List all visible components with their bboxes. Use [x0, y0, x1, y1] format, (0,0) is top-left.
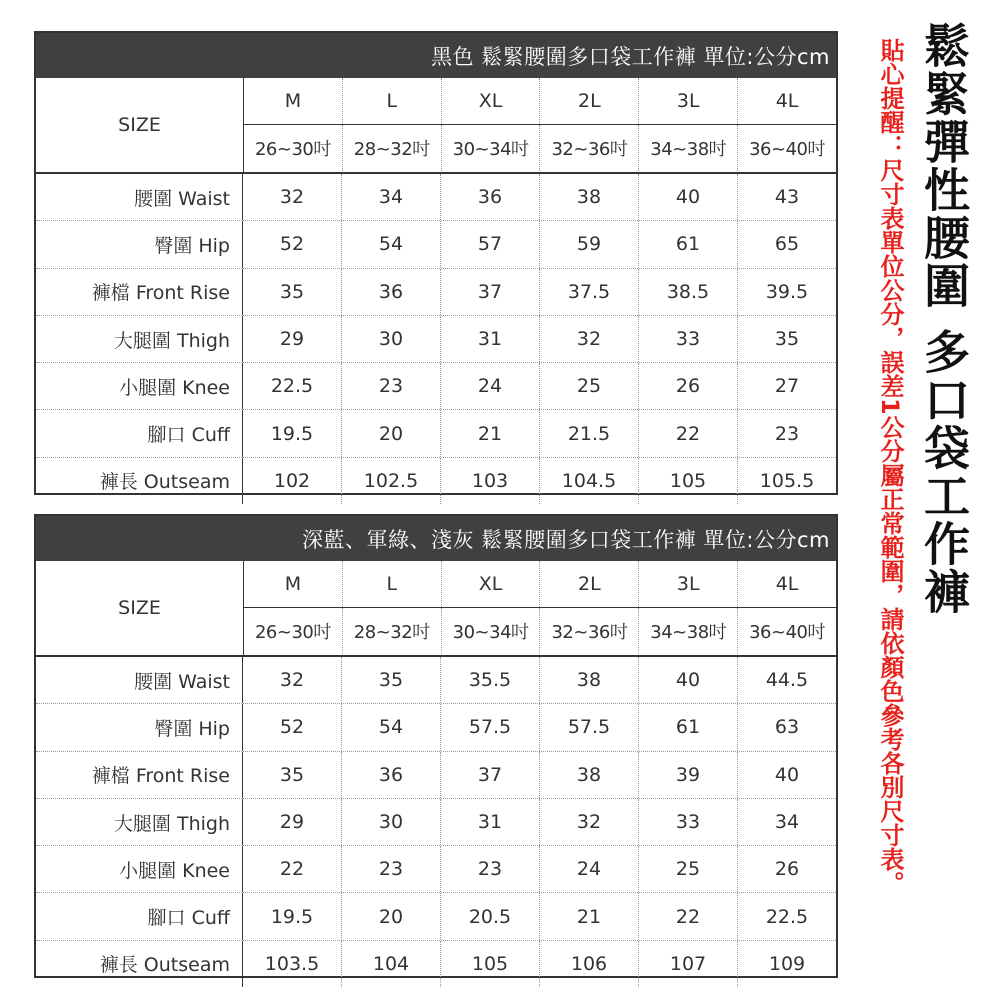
value-cell: 52 [243, 221, 342, 267]
table-row [36, 363, 836, 410]
value-cell: 22.5 [765, 905, 809, 928]
value-cell: 35.5 [441, 657, 540, 703]
waist-range-cell: 28~32吋 [343, 608, 442, 654]
value-cell: 22 [243, 846, 342, 892]
value-cell: 37.5 [540, 269, 639, 315]
size-table-black [34, 31, 838, 495]
value-cell: 54 [342, 221, 441, 267]
value-cell: 22.5 [243, 363, 342, 409]
table-row [36, 410, 836, 457]
value-cell: 23 [342, 846, 441, 892]
size-cell: XL [442, 78, 541, 124]
value-cell: 105 [441, 941, 540, 987]
value-cell: 25 [540, 363, 639, 409]
table-row [36, 221, 836, 268]
size-cell: M [244, 561, 343, 607]
size-cell: 2L [540, 561, 639, 607]
value-cell: 43 [774, 186, 800, 209]
row-label: 腰圍 Waist [36, 174, 243, 220]
value-cell: 32 [540, 799, 639, 845]
row-label: 大腿圍 Thigh [36, 799, 243, 845]
row-values [243, 316, 836, 362]
row-label: 腰圍 Waist [36, 657, 243, 703]
row-values [243, 363, 836, 409]
value-cell: 24 [540, 846, 639, 892]
row-values [243, 174, 836, 220]
value-cell: 40 [774, 763, 800, 786]
value-cell: 23 [441, 846, 540, 892]
row-label: 臀圍 Hip [36, 704, 243, 750]
value-cell: 44.5 [765, 669, 809, 692]
size-cell: L [343, 78, 442, 124]
value-cell: 105 [639, 458, 738, 504]
value-cell: 35 [243, 752, 342, 798]
value-cell: 20 [342, 410, 441, 456]
value-cell: 25 [639, 846, 738, 892]
value-cell: 52 [243, 704, 342, 750]
side-note: 貼心提醒：尺寸表單位公分，誤差1公分屬正常範圍，請依顏色參考各別尺寸表。 [876, 38, 904, 895]
table-title: 黑色 鬆緊腰圍多口袋工作褲 單位:公分cm [36, 33, 836, 78]
value-cell: 33 [639, 799, 738, 845]
value-cell: 35 [774, 328, 800, 351]
value-cell: 34 [342, 174, 441, 220]
value-cell: 102.5 [342, 458, 441, 504]
row-label: 褲檔 Front Rise [36, 752, 243, 798]
row-values [243, 657, 836, 703]
value-cell: 31 [441, 799, 540, 845]
table-title: 深藍、軍綠、淺灰 鬆緊腰圍多口袋工作褲 單位:公分cm [36, 516, 836, 561]
value-cell: 29 [243, 316, 342, 362]
size-cell: 4L [775, 90, 799, 112]
value-cell: 39.5 [765, 280, 809, 303]
value-cell: 104 [342, 941, 441, 987]
row-values [243, 799, 836, 845]
value-cell: 29 [243, 799, 342, 845]
value-cell: 23 [342, 363, 441, 409]
waist-range-cell: 28~32吋 [343, 125, 442, 171]
value-cell: 107 [639, 941, 738, 987]
waist-range-cell: 32~36吋 [540, 125, 639, 171]
value-cell: 61 [639, 704, 738, 750]
row-values [243, 410, 836, 456]
size-row [244, 561, 836, 608]
value-cell: 22 [639, 893, 738, 939]
size-row [244, 78, 836, 125]
value-cell: 57.5 [540, 704, 639, 750]
value-cell: 21 [441, 410, 540, 456]
row-label: 臀圍 Hip [36, 221, 243, 267]
value-cell: 26 [774, 858, 800, 881]
value-cell: 32 [540, 316, 639, 362]
value-cell: 54 [342, 704, 441, 750]
value-cell: 22 [639, 410, 738, 456]
value-cell: 36 [342, 752, 441, 798]
value-cell: 36 [441, 174, 540, 220]
waist-range-cell: 36~40吋 [749, 622, 825, 643]
value-cell: 20 [342, 893, 441, 939]
row-values [243, 221, 836, 267]
row-label: 褲長 Outseam [36, 458, 243, 504]
size-cell: 3L [639, 561, 738, 607]
table-header [36, 561, 836, 657]
table-row [36, 174, 836, 221]
value-cell: 103.5 [243, 941, 342, 987]
waist-range-cell: 30~34吋 [442, 608, 541, 654]
value-cell: 61 [639, 221, 738, 267]
row-values [243, 941, 836, 987]
value-cell: 35 [243, 269, 342, 315]
value-cell: 104.5 [540, 458, 639, 504]
size-cell: 2L [540, 78, 639, 124]
waist-range-cell: 32~36吋 [540, 608, 639, 654]
row-values [243, 269, 836, 315]
table-row [36, 846, 836, 893]
value-cell: 31 [441, 316, 540, 362]
value-cell: 32 [243, 657, 342, 703]
value-cell: 32 [243, 174, 342, 220]
size-label: SIZE [36, 78, 244, 172]
value-cell: 38 [540, 657, 639, 703]
size-cell: 3L [639, 78, 738, 124]
value-cell: 37 [441, 269, 540, 315]
value-cell: 59 [540, 221, 639, 267]
size-cell: L [343, 561, 442, 607]
value-cell: 21.5 [540, 410, 639, 456]
row-values [243, 752, 836, 798]
row-label: 腳口 Cuff [36, 410, 243, 456]
size-table-navy-green-grey [34, 514, 838, 978]
waist-range-row [244, 608, 836, 654]
value-cell: 38 [540, 752, 639, 798]
waist-range-cell: 36~40吋 [749, 139, 825, 160]
value-cell: 38.5 [639, 269, 738, 315]
size-label: SIZE [36, 561, 244, 655]
waist-range-cell: 26~30吋 [244, 125, 343, 171]
value-cell: 38 [540, 174, 639, 220]
value-cell: 30 [342, 316, 441, 362]
table-row [36, 799, 836, 846]
row-values [243, 846, 836, 892]
value-cell: 23 [774, 422, 800, 445]
table-row [36, 316, 836, 363]
waist-range-cell: 34~38吋 [639, 125, 738, 171]
table-row [36, 893, 836, 940]
value-cell: 39 [639, 752, 738, 798]
value-cell: 21 [540, 893, 639, 939]
size-cell: 4L [775, 573, 799, 595]
row-label: 大腿圍 Thigh [36, 316, 243, 362]
row-label: 褲長 Outseam [36, 941, 243, 987]
side-title: 鬆緊彈性腰圍 多口袋工作褲 [917, 22, 971, 617]
value-cell: 20.5 [441, 893, 540, 939]
row-label: 腳口 Cuff [36, 893, 243, 939]
table-row [36, 458, 836, 504]
table-header [36, 78, 836, 174]
size-cell: XL [442, 561, 541, 607]
value-cell: 63 [774, 716, 800, 739]
waist-range-cell: 26~30吋 [244, 608, 343, 654]
value-cell: 65 [774, 233, 800, 256]
table-row [36, 704, 836, 751]
value-cell: 19.5 [243, 410, 342, 456]
value-cell: 57 [441, 221, 540, 267]
table-row [36, 269, 836, 316]
value-cell: 24 [441, 363, 540, 409]
table-row [36, 752, 836, 799]
value-cell: 103 [441, 458, 540, 504]
table-body [36, 657, 836, 987]
row-values [243, 704, 836, 750]
row-label: 小腿圍 Knee [36, 363, 243, 409]
value-cell: 34 [774, 811, 800, 834]
value-cell: 105.5 [759, 469, 815, 492]
table-body [36, 174, 836, 504]
value-cell: 19.5 [243, 893, 342, 939]
value-cell: 35 [342, 657, 441, 703]
value-cell: 37 [441, 752, 540, 798]
table-row [36, 657, 836, 704]
row-label: 褲檔 Front Rise [36, 269, 243, 315]
row-values [243, 458, 836, 504]
row-values [243, 893, 836, 939]
row-label: 小腿圍 Knee [36, 846, 243, 892]
value-cell: 40 [639, 174, 738, 220]
value-cell: 57.5 [441, 704, 540, 750]
value-cell: 102 [243, 458, 342, 504]
size-cell: M [244, 78, 343, 124]
value-cell: 27 [774, 375, 800, 398]
value-cell: 36 [342, 269, 441, 315]
table-row [36, 941, 836, 987]
value-cell: 109 [768, 952, 806, 975]
waist-range-cell: 34~38吋 [639, 608, 738, 654]
value-cell: 26 [639, 363, 738, 409]
value-cell: 40 [639, 657, 738, 703]
value-cell: 106 [540, 941, 639, 987]
waist-range-row [244, 125, 836, 171]
value-cell: 33 [639, 316, 738, 362]
waist-range-cell: 30~34吋 [442, 125, 541, 171]
value-cell: 30 [342, 799, 441, 845]
